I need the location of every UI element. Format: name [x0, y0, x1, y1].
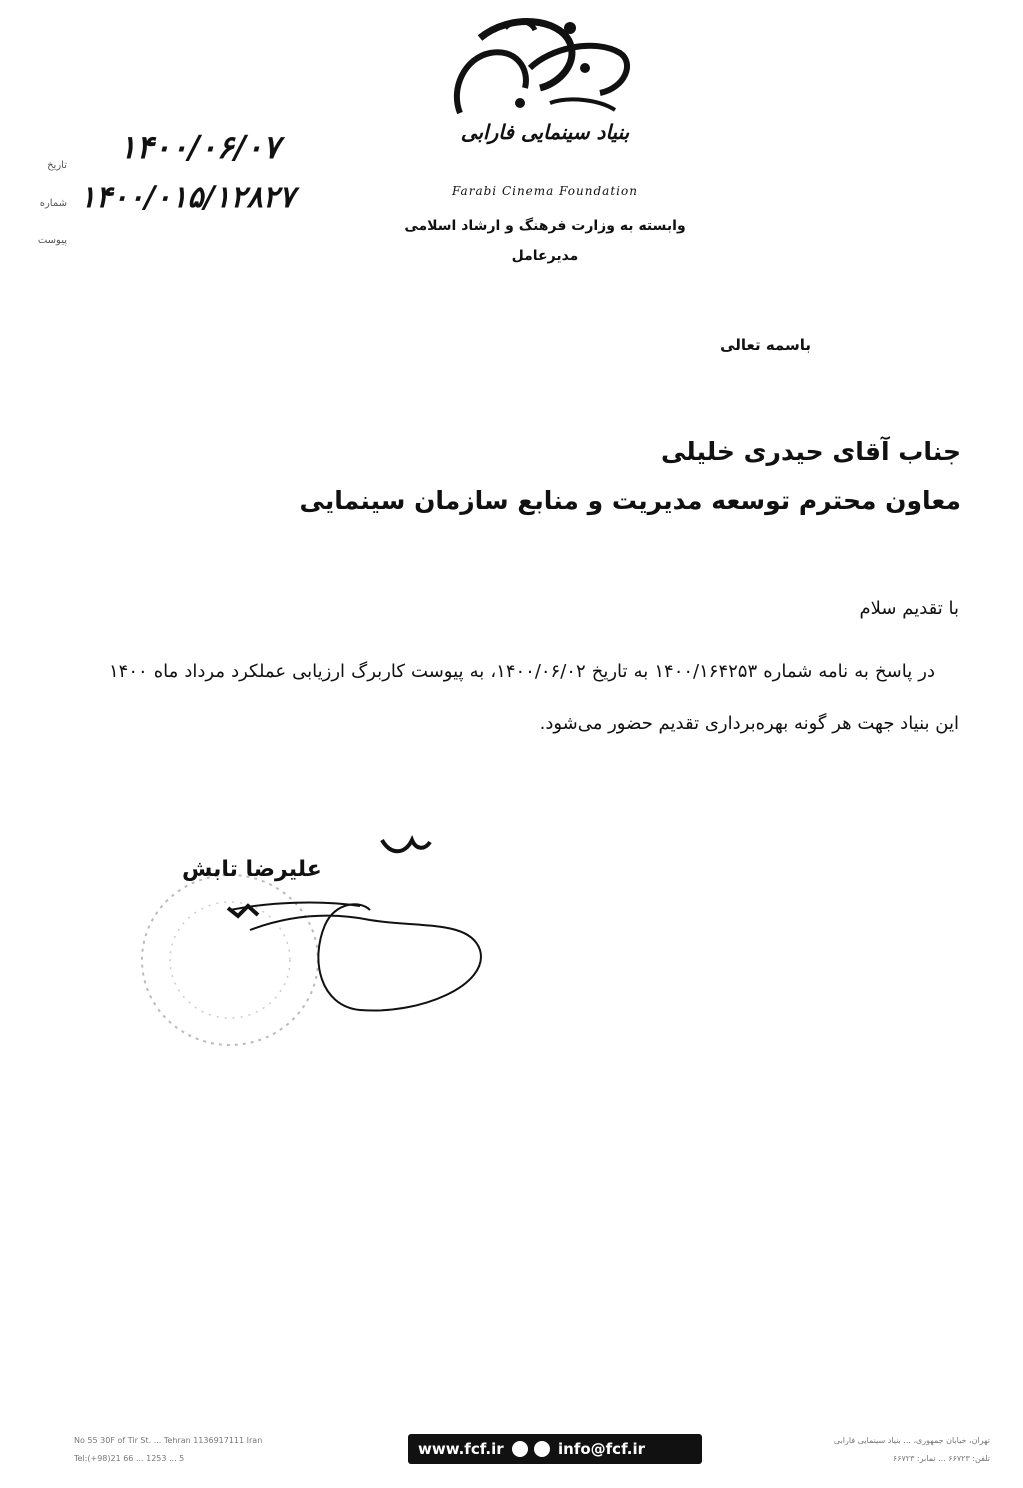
- footer-address-en: No 55 30F of Tir St. ... Tehran 1136917111 Iran: [74, 1436, 263, 1445]
- footer-phone-en: Tel:(+98)21 66 ... 1253 ... 5: [74, 1454, 185, 1463]
- email-icon: [534, 1441, 550, 1457]
- salutation: با تقدیم سلام: [859, 598, 959, 619]
- recipient-name: جناب آقای حیدری خلیلی: [661, 437, 961, 466]
- org-name-latin: Farabi Cinema Foundation: [452, 184, 638, 198]
- foundation-logo-icon: [420, 8, 670, 128]
- footer-phone-fa: تلفن: ۶۶۷۲۳ ... نمابر: ۶۶۷۲۳: [892, 1454, 990, 1463]
- footer-address-fa: تهران، خیابان جمهوری، ... بنیاد سینمایی فارابی: [833, 1436, 990, 1445]
- letter-number-value: ۱۴۰۰/۰۱۵/۱۲۸۲۷: [79, 180, 295, 215]
- org-name: بنیاد سینمایی فارابی: [460, 120, 630, 144]
- letter-number-label: شماره: [39, 198, 67, 209]
- invocation: باسمه تعالی: [720, 336, 811, 354]
- footer: [70, 1430, 1020, 1474]
- signature-stamp-icon: [120, 820, 500, 1050]
- letter-body: در پاسخ به نامه شماره ۱۴۰۰/۱۶۴۲۵۳ به تاریخ ۱۴۰۰/۰۶/۰۲، به پیوست کاربرگ ارزیابی عملکرد مرداد ماه ۱۴۰۰ این بنیاد جهت هر گونه بهره‌برداری تقدیم حضور می‌شود.: [109, 661, 959, 734]
- date-label: تاریخ: [47, 160, 67, 171]
- website-link[interactable]: www.fcf.ir: [418, 1440, 504, 1458]
- email-link[interactable]: info@fcf.ir: [558, 1440, 646, 1458]
- attachment-label: پیوست: [37, 235, 67, 246]
- date-value: ۱۴۰۰/۰۶/۰۷: [119, 128, 280, 166]
- signer-name: علیرضا تابش: [182, 857, 322, 882]
- sender-position: مدیرعامل: [511, 248, 579, 264]
- footer-contact-bar: [408, 1434, 702, 1464]
- phone-icon: [512, 1441, 528, 1457]
- org-affiliation: وابسته به وزارت فرهنگ و ارشاد اسلامی: [404, 218, 686, 234]
- recipient-title: معاون محترم توسعه مدیریت و منابع سازمان سینمایی: [299, 486, 961, 515]
- letterhead: [404, 8, 686, 278]
